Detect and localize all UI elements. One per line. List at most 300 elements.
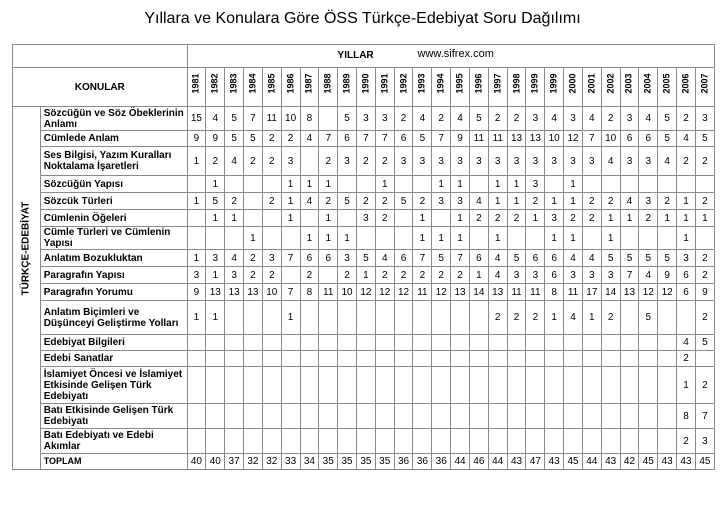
value-cell: 2 [526, 193, 545, 210]
value-cell [488, 429, 507, 454]
total-cell: 36 [413, 454, 432, 470]
value-cell [319, 351, 338, 367]
value-cell [187, 351, 206, 367]
value-cell [582, 227, 601, 250]
year-label: 1989 [341, 72, 352, 93]
value-cell: 1 [300, 227, 319, 250]
value-cell [639, 367, 658, 404]
value-cell: 4 [658, 147, 677, 176]
value-cell: 4 [375, 250, 394, 267]
value-cell: 1 [620, 210, 639, 227]
value-cell [281, 367, 300, 404]
value-cell: 1 [187, 301, 206, 335]
value-cell [225, 301, 244, 335]
value-cell [356, 227, 375, 250]
value-cell: 3 [545, 147, 564, 176]
value-cell: 3 [564, 267, 583, 284]
value-cell: 8 [677, 404, 696, 429]
value-cell [469, 429, 488, 454]
value-cell [564, 429, 583, 454]
value-cell: 3 [469, 147, 488, 176]
value-cell: 6 [300, 250, 319, 267]
value-cell [262, 404, 281, 429]
value-cell: 1 [375, 176, 394, 193]
value-cell: 13 [488, 284, 507, 301]
value-cell: 5 [658, 250, 677, 267]
topic-cell: Batı Etkisinde Gelişen Türk Edebiyatı [40, 404, 187, 429]
value-cell: 3 [206, 250, 225, 267]
value-cell [451, 335, 470, 351]
value-cell: 2 [375, 267, 394, 284]
year-label: 1997 [492, 72, 503, 93]
value-cell [582, 429, 601, 454]
value-cell: 11 [413, 284, 432, 301]
value-cell [262, 210, 281, 227]
value-cell: 3 [526, 267, 545, 284]
value-cell: 3 [526, 147, 545, 176]
value-cell: 3 [582, 147, 601, 176]
value-cell [601, 335, 620, 351]
total-cell: 35 [319, 454, 338, 470]
value-cell [356, 429, 375, 454]
total-cell: 35 [338, 454, 357, 470]
value-cell: 10 [338, 284, 357, 301]
value-cell: 6 [620, 131, 639, 147]
table-row [13, 131, 715, 147]
value-cell: 7 [451, 250, 470, 267]
table-row [13, 301, 715, 335]
value-cell [658, 301, 677, 335]
value-cell: 4 [451, 107, 470, 131]
value-cell: 2 [356, 147, 375, 176]
value-cell [187, 429, 206, 454]
value-cell [451, 367, 470, 404]
year-header [582, 68, 601, 107]
value-cell: 1 [601, 227, 620, 250]
total-cell: 45 [639, 454, 658, 470]
value-cell [601, 367, 620, 404]
year-header [526, 68, 545, 107]
total-cell: 36 [394, 454, 413, 470]
topic-cell: Sözcüğün Yapısı [40, 176, 187, 193]
value-cell [300, 147, 319, 176]
value-cell: 1 [206, 176, 225, 193]
value-cell [658, 176, 677, 193]
value-cell: 2 [695, 301, 714, 335]
value-cell: 2 [413, 267, 432, 284]
value-cell: 11 [564, 284, 583, 301]
value-cell [244, 210, 263, 227]
value-cell: 2 [262, 147, 281, 176]
value-cell [394, 351, 413, 367]
value-cell [356, 367, 375, 404]
total-cell: 45 [695, 454, 714, 470]
value-cell: 2 [507, 210, 526, 227]
value-cell: 3 [526, 176, 545, 193]
value-cell: 2 [262, 267, 281, 284]
value-cell: 2 [695, 367, 714, 404]
subject-label: TÜRKÇE-EDEBİYAT [20, 201, 32, 295]
value-cell: 1 [695, 210, 714, 227]
value-cell: 2 [677, 429, 696, 454]
value-cell: 1 [206, 301, 225, 335]
value-cell: 2 [507, 107, 526, 131]
value-cell: 5 [432, 250, 451, 267]
value-cell: 14 [469, 284, 488, 301]
value-cell: 5 [658, 107, 677, 131]
value-cell: 6 [639, 131, 658, 147]
value-cell [639, 351, 658, 367]
year-label: 1984 [247, 72, 258, 93]
total-cell: 42 [620, 454, 639, 470]
total-label: TOPLAM [40, 454, 187, 470]
value-cell: 2 [244, 147, 263, 176]
value-cell: 4 [225, 250, 244, 267]
value-cell: 3 [601, 267, 620, 284]
value-cell: 11 [526, 284, 545, 301]
value-cell [338, 351, 357, 367]
value-cell [620, 227, 639, 250]
value-cell [375, 351, 394, 367]
value-cell [375, 367, 394, 404]
value-cell: 7 [695, 404, 714, 429]
value-cell: 4 [488, 267, 507, 284]
year-header [545, 68, 564, 107]
year-header [413, 68, 432, 107]
value-cell [225, 335, 244, 351]
year-header [394, 68, 413, 107]
value-cell: 2 [432, 107, 451, 131]
value-cell [413, 429, 432, 454]
value-cell [319, 267, 338, 284]
value-cell [206, 335, 225, 351]
value-cell [394, 367, 413, 404]
year-header [356, 68, 375, 107]
value-cell [507, 335, 526, 351]
value-cell [695, 227, 714, 250]
value-cell [469, 176, 488, 193]
value-cell [244, 429, 263, 454]
value-cell: 1 [206, 210, 225, 227]
value-cell: 5 [695, 131, 714, 147]
value-cell: 2 [225, 193, 244, 210]
value-cell: 3 [507, 147, 526, 176]
value-cell [244, 301, 263, 335]
value-cell: 3 [187, 267, 206, 284]
value-cell: 1 [187, 250, 206, 267]
value-cell: 10 [281, 107, 300, 131]
value-cell [319, 301, 338, 335]
value-cell: 7 [582, 131, 601, 147]
value-cell [413, 176, 432, 193]
value-cell: 12 [658, 284, 677, 301]
total-cell: 43 [658, 454, 677, 470]
value-cell [432, 404, 451, 429]
total-cell: 43 [545, 454, 564, 470]
value-cell: 1 [413, 227, 432, 250]
total-cell: 34 [300, 454, 319, 470]
value-cell [601, 404, 620, 429]
value-cell: 1 [545, 227, 564, 250]
value-cell [658, 404, 677, 429]
value-cell: 6 [319, 250, 338, 267]
corner-cell [13, 45, 188, 68]
value-cell [620, 429, 639, 454]
value-cell [187, 227, 206, 250]
value-cell: 2 [394, 267, 413, 284]
value-cell: 11 [488, 131, 507, 147]
topic-cell: Paragrafın Yorumu [40, 284, 187, 301]
total-cell: 40 [206, 454, 225, 470]
value-cell [545, 335, 564, 351]
value-cell [620, 335, 639, 351]
value-cell [187, 210, 206, 227]
value-cell [620, 176, 639, 193]
year-label: 2007 [699, 72, 710, 93]
value-cell [244, 335, 263, 351]
topic-cell: Paragrafın Yapısı [40, 267, 187, 284]
value-cell: 1 [356, 267, 375, 284]
year-label: 1992 [398, 72, 409, 93]
table-row [13, 335, 715, 351]
value-cell: 9 [187, 284, 206, 301]
value-cell [394, 429, 413, 454]
year-label: 2004 [642, 72, 653, 93]
value-cell [300, 351, 319, 367]
value-cell [658, 227, 677, 250]
value-cell: 4 [300, 131, 319, 147]
value-cell: 4 [564, 301, 583, 335]
year-header [225, 68, 244, 107]
value-cell: 5 [338, 193, 357, 210]
value-cell [432, 210, 451, 227]
value-cell: 13 [225, 284, 244, 301]
value-cell: 9 [451, 131, 470, 147]
value-cell [469, 335, 488, 351]
value-cell: 2 [695, 250, 714, 267]
value-cell: 2 [469, 210, 488, 227]
value-cell: 4 [413, 107, 432, 131]
value-cell: 3 [356, 210, 375, 227]
value-cell: 5 [225, 131, 244, 147]
value-cell [375, 335, 394, 351]
value-cell [338, 176, 357, 193]
value-cell: 2 [601, 193, 620, 210]
value-cell [338, 335, 357, 351]
value-cell: 5 [244, 131, 263, 147]
value-cell: 5 [338, 107, 357, 131]
value-cell [545, 367, 564, 404]
year-header [488, 68, 507, 107]
value-cell [206, 351, 225, 367]
year-header [677, 68, 696, 107]
value-cell: 7 [432, 131, 451, 147]
value-cell [620, 301, 639, 335]
value-cell [639, 335, 658, 351]
value-cell: 7 [319, 131, 338, 147]
value-cell: 1 [319, 176, 338, 193]
value-cell [338, 367, 357, 404]
value-cell [187, 367, 206, 404]
value-cell: 1 [677, 210, 696, 227]
year-header [695, 68, 714, 107]
total-cell: 45 [564, 454, 583, 470]
value-cell: 5 [695, 335, 714, 351]
value-cell: 15 [187, 107, 206, 131]
value-cell: 3 [582, 267, 601, 284]
value-cell: 1 [677, 227, 696, 250]
value-cell: 3 [695, 429, 714, 454]
value-cell [526, 404, 545, 429]
value-cell: 2 [375, 210, 394, 227]
value-cell [375, 429, 394, 454]
value-cell [601, 429, 620, 454]
value-cell [281, 267, 300, 284]
value-cell [281, 351, 300, 367]
total-cell: 46 [469, 454, 488, 470]
value-cell: 11 [469, 131, 488, 147]
value-cell [262, 176, 281, 193]
value-cell [469, 351, 488, 367]
year-label: 1981 [190, 72, 201, 93]
value-cell [601, 351, 620, 367]
value-cell [432, 367, 451, 404]
value-cell: 1 [545, 301, 564, 335]
year-label: 2002 [605, 72, 616, 93]
value-cell [507, 429, 526, 454]
year-header [658, 68, 677, 107]
value-cell: 2 [356, 193, 375, 210]
topic-cell: Sözcük Türleri [40, 193, 187, 210]
value-cell: 4 [601, 147, 620, 176]
value-cell [582, 176, 601, 193]
value-cell [488, 335, 507, 351]
value-cell [262, 351, 281, 367]
value-cell: 2 [394, 107, 413, 131]
value-cell [244, 193, 263, 210]
table-row [13, 367, 715, 404]
value-cell [658, 351, 677, 367]
value-cell: 1 [187, 147, 206, 176]
total-cell: 32 [244, 454, 263, 470]
value-cell [620, 351, 639, 367]
year-label: 1983 [228, 72, 239, 93]
value-cell [225, 367, 244, 404]
year-label: 1985 [266, 72, 277, 93]
value-cell: 3 [507, 267, 526, 284]
year-label: 1998 [511, 72, 522, 93]
value-cell [451, 301, 470, 335]
value-cell [488, 404, 507, 429]
value-cell: 3 [375, 107, 394, 131]
value-cell: 13 [206, 284, 225, 301]
value-cell: 3 [356, 107, 375, 131]
value-cell [394, 335, 413, 351]
value-cell: 6 [338, 131, 357, 147]
value-cell: 13 [244, 284, 263, 301]
value-cell: 3 [394, 147, 413, 176]
total-cell: 35 [375, 454, 394, 470]
year-header [564, 68, 583, 107]
value-cell: 3 [677, 250, 696, 267]
value-cell [658, 335, 677, 351]
total-cell: 43 [677, 454, 696, 470]
value-cell: 4 [620, 193, 639, 210]
topic-cell: Edebi Sanatlar [40, 351, 187, 367]
value-cell: 13 [526, 131, 545, 147]
value-cell: 2 [244, 250, 263, 267]
value-cell [225, 429, 244, 454]
total-cell: 44 [451, 454, 470, 470]
value-cell: 5 [225, 107, 244, 131]
value-cell: 11 [319, 284, 338, 301]
value-cell: 1 [545, 193, 564, 210]
value-cell: 1 [300, 176, 319, 193]
value-cell [394, 176, 413, 193]
page-title: Yıllara ve Konulara Göre ÖSS Türkçe-Edebiyat Soru Dağılımı [144, 10, 581, 27]
value-cell: 4 [206, 107, 225, 131]
value-cell: 1 [526, 210, 545, 227]
value-cell [262, 335, 281, 351]
value-cell: 6 [545, 250, 564, 267]
value-cell: 1 [451, 210, 470, 227]
value-cell: 3 [225, 267, 244, 284]
value-cell: 4 [488, 250, 507, 267]
value-cell: 6 [526, 250, 545, 267]
value-cell [225, 404, 244, 429]
year-label: 1991 [379, 72, 390, 93]
value-cell [526, 335, 545, 351]
value-cell [187, 335, 206, 351]
year-label: 1995 [454, 72, 465, 93]
value-cell: 2 [488, 301, 507, 335]
years-header-label: YILLAR [337, 50, 374, 61]
value-cell [658, 429, 677, 454]
value-cell: 1 [677, 193, 696, 210]
value-cell: 9 [658, 267, 677, 284]
value-cell: 1 [469, 267, 488, 284]
value-cell: 3 [620, 107, 639, 131]
topic-cell: Batı Edebiyatı ve Edebi Akımlar [40, 429, 187, 454]
value-cell: 1 [507, 193, 526, 210]
value-cell: 1 [319, 227, 338, 250]
value-cell [677, 176, 696, 193]
value-cell [225, 227, 244, 250]
table-row [13, 193, 715, 210]
value-cell [338, 429, 357, 454]
value-cell [432, 335, 451, 351]
value-cell: 2 [488, 210, 507, 227]
total-cell: 35 [356, 454, 375, 470]
value-cell [356, 176, 375, 193]
value-cell: 1 [677, 367, 696, 404]
value-cell: 2 [244, 267, 263, 284]
value-cell [338, 404, 357, 429]
value-cell [526, 227, 545, 250]
value-cell [338, 210, 357, 227]
value-cell: 2 [413, 193, 432, 210]
value-cell: 1 [244, 227, 263, 250]
value-cell: 1 [451, 176, 470, 193]
value-cell: 6 [469, 250, 488, 267]
value-cell: 2 [488, 107, 507, 131]
value-cell [507, 367, 526, 404]
value-cell [469, 301, 488, 335]
value-cell: 7 [281, 284, 300, 301]
value-cell: 2 [564, 210, 583, 227]
value-cell [244, 404, 263, 429]
value-cell [187, 404, 206, 429]
